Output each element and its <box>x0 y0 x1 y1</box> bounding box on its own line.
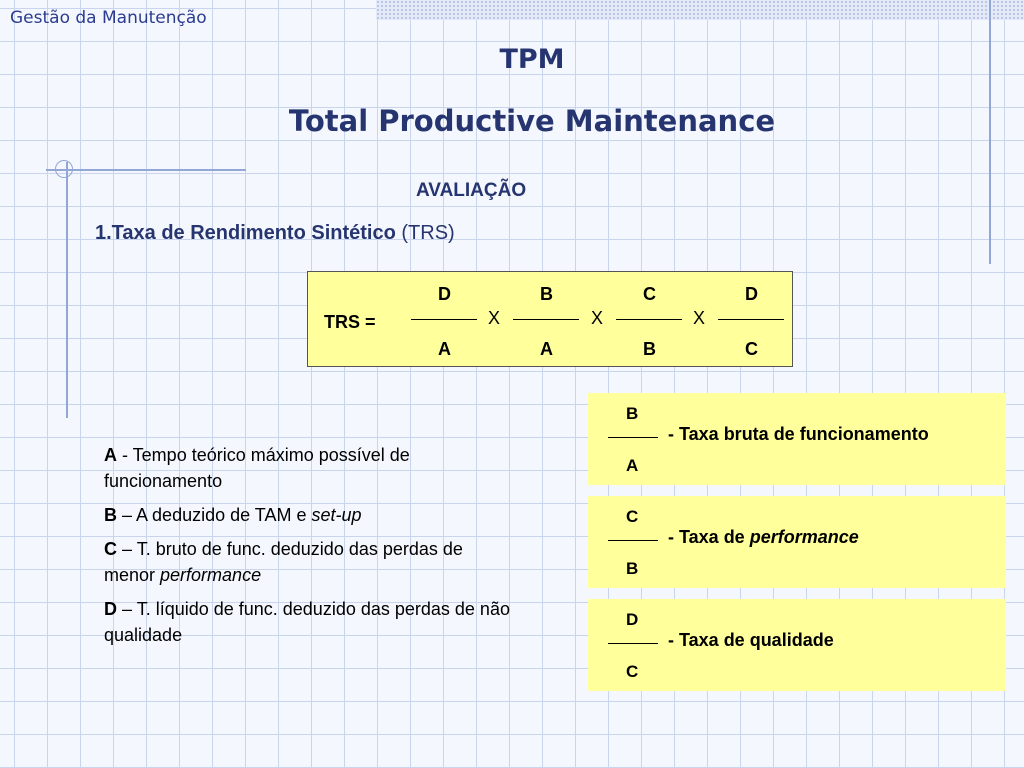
fraction-4-numerator: D <box>745 284 758 304</box>
fraction-4-bar <box>718 319 784 320</box>
rate-desc-text: - Taxa bruta de funcionamento <box>668 424 929 444</box>
slide-title: TPM <box>499 44 565 75</box>
fraction-2-numerator: B <box>540 284 553 304</box>
multiply-sign-2: X <box>591 308 604 328</box>
rate-desc-italic: performance <box>749 527 859 547</box>
rate-description <box>668 527 859 548</box>
rate-desc-text: - Taxa de <box>668 527 750 547</box>
legend-sep: – <box>117 539 137 559</box>
rate-box-performance <box>588 496 1006 588</box>
fraction-1-bar <box>411 319 477 320</box>
legend-key: C <box>104 539 117 559</box>
legend-text: T. líquido de func. deduzido das perdas de não qualidade <box>104 599 510 645</box>
legend-item-a <box>104 442 514 494</box>
header-title: Gestão da Manutenção <box>10 8 207 28</box>
multiply-sign-3: X <box>693 308 706 328</box>
variable-legend <box>104 442 514 656</box>
legend-text: T. bruto de func. deduzido das perdas de menor <box>104 539 463 585</box>
rate-numerator: B <box>626 404 639 423</box>
rate-denominator: C <box>626 662 639 681</box>
fraction-3-denominator: B <box>643 339 656 359</box>
fraction-1-numerator: D <box>438 284 451 304</box>
header-band <box>376 0 1024 20</box>
rate-fraction-bar <box>608 437 658 438</box>
formula-label: TRS = <box>324 312 376 332</box>
legend-sep: – <box>117 599 137 619</box>
rate-denominator: A <box>626 456 639 475</box>
rate-description <box>668 630 834 651</box>
fraction-3-bar <box>616 319 682 320</box>
multiply-sign-1: X <box>488 308 501 328</box>
section-heading: AVALIAÇÃO <box>416 180 527 201</box>
slide-subtitle: Total Productive Maintenance <box>288 104 776 138</box>
fraction-2-bar <box>513 319 579 320</box>
fraction-4-denominator: C <box>745 339 758 359</box>
fraction-1-denominator: A <box>438 339 451 359</box>
rate-fraction-bar <box>608 643 658 644</box>
rate-description <box>668 424 929 445</box>
trs-formula-box <box>307 271 793 367</box>
rate-box-gross-operation <box>588 393 1006 485</box>
legend-key: A <box>104 445 117 465</box>
fraction-3-numerator: C <box>643 284 656 304</box>
decorative-vertical-line-left <box>66 162 68 418</box>
subsection-abbrev: (TRS) <box>395 222 455 244</box>
subsection-heading <box>95 222 455 245</box>
subsection-bold: 1.Taxa de Rendimento Sintético <box>95 222 396 244</box>
legend-text: Tempo teórico máximo possível de funcionamento <box>104 445 410 491</box>
legend-italic: performance <box>160 565 262 585</box>
legend-text: A deduzido de TAM e <box>136 505 312 525</box>
rate-fraction-bar <box>608 540 658 541</box>
decorative-circle <box>55 160 73 178</box>
legend-sep: – <box>117 505 137 525</box>
legend-italic: set-up <box>311 505 362 525</box>
rate-numerator: D <box>626 610 639 629</box>
rate-desc-text: - Taxa de qualidade <box>668 630 834 650</box>
decorative-horizontal-line <box>46 169 246 171</box>
rate-box-quality <box>588 599 1006 691</box>
legend-key: B <box>104 505 117 525</box>
legend-item-c <box>104 536 514 588</box>
legend-sep: - <box>117 445 133 465</box>
fraction-2-denominator: A <box>540 339 553 359</box>
legend-item-b <box>104 502 514 528</box>
rate-numerator: C <box>626 507 639 526</box>
rate-denominator: B <box>626 559 639 578</box>
legend-item-d <box>104 596 514 648</box>
legend-key: D <box>104 599 117 619</box>
